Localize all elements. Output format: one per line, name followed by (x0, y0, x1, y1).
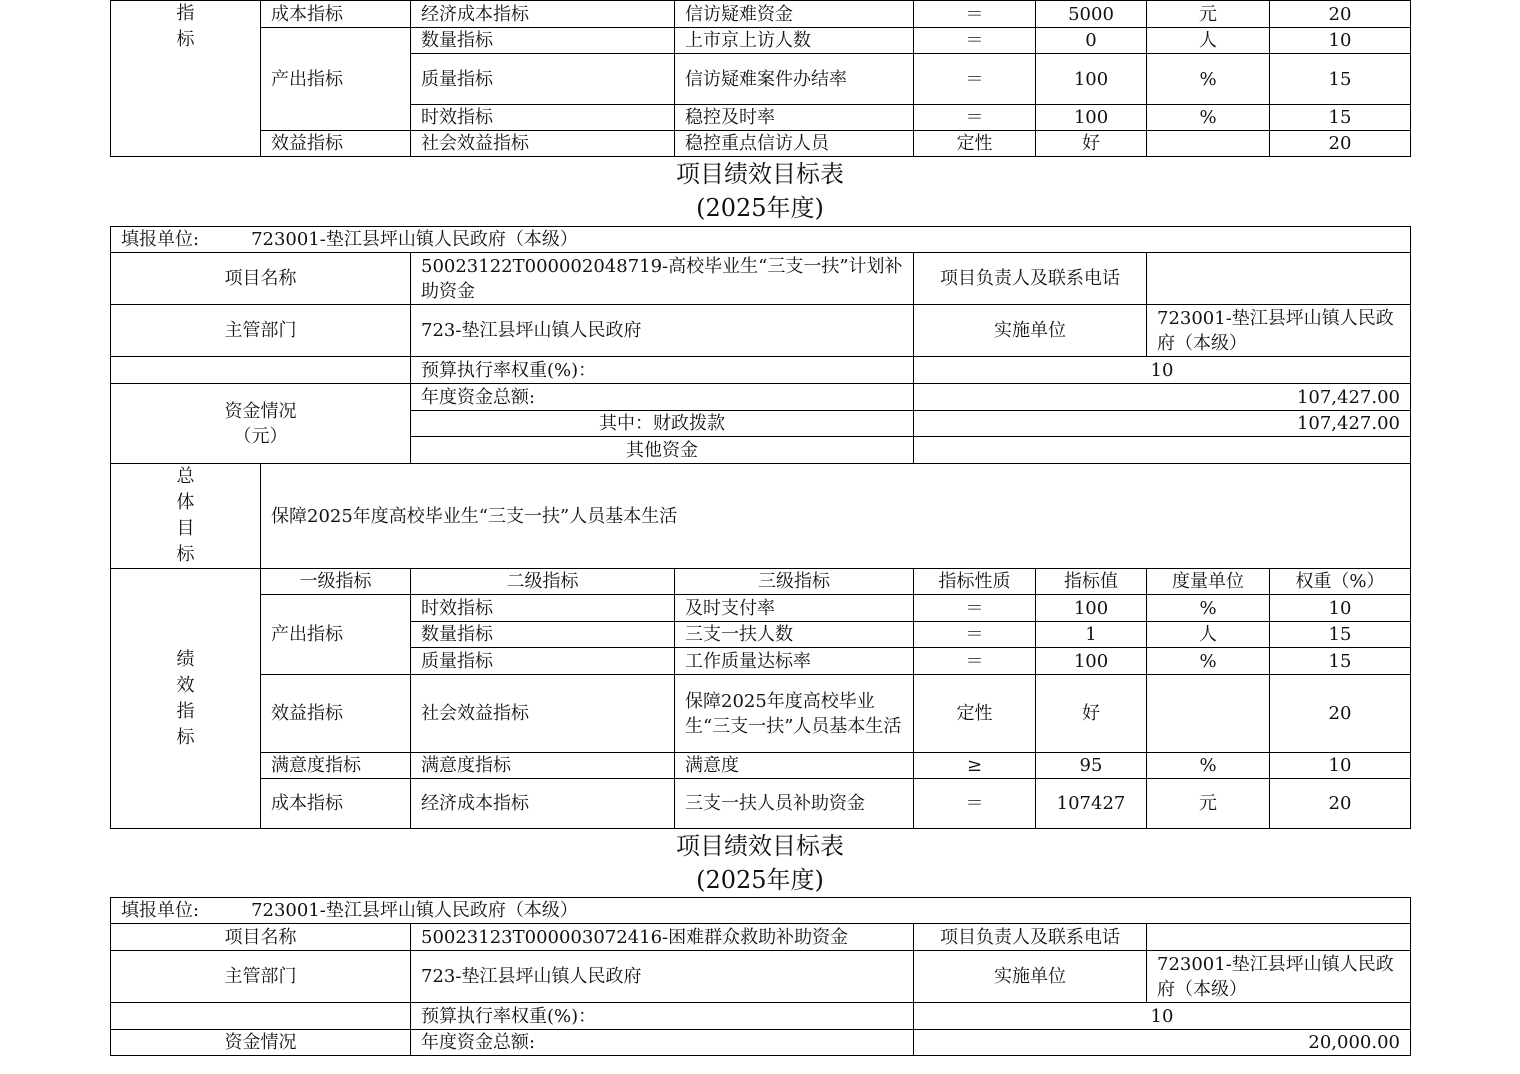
level1-indicator: 满意度指标 (261, 753, 411, 779)
project-name-value: 50023123T000003072416-困难群众救助补助资金 (411, 924, 914, 951)
indicator-weight: 10 (1270, 753, 1411, 779)
form-year: (2025年度) (696, 194, 824, 222)
form2-table (110, 897, 1411, 1056)
level2-indicator: 质量指标 (411, 648, 675, 675)
indicator-unit (1147, 675, 1270, 753)
overall-goal-side: 总 体 目 标 (111, 464, 261, 569)
form-year: (2025年度) (696, 866, 824, 894)
overall-goal-text: 保障2025年度高校毕业生“三支一扶”人员基本生活 (261, 464, 1411, 569)
header-value: 指标值 (1036, 569, 1147, 595)
annual-total-label: 年度资金总额: (411, 1030, 914, 1056)
contact-value (1147, 924, 1411, 951)
header-level3: 三级指标 (675, 569, 914, 595)
indicator-weight: 10 (1270, 595, 1411, 622)
header-level2: 二级指标 (411, 569, 675, 595)
indicator-weight: 20 (1270, 675, 1411, 753)
contact-label: 项目负责人及联系电话 (914, 924, 1147, 951)
header-weight: 权重（%） (1270, 569, 1411, 595)
report-unit-label: 填报单位: (121, 900, 200, 921)
dept-label: 主管部门 (111, 305, 411, 357)
indicator-weight: 15 (1270, 648, 1411, 675)
impl-value: 723001-垫江县坪山镇人民政府（本级） (1147, 951, 1411, 1003)
level3-indicator: 信访疑难案件办结率 (675, 54, 914, 105)
indicator-nature: ＝ (914, 779, 1036, 829)
report-unit-row (111, 898, 1411, 924)
level2-indicator: 社会效益指标 (411, 131, 675, 157)
indicator-nature: 定性 (914, 675, 1036, 753)
indicator-unit: 元 (1147, 1, 1270, 28)
level2-indicator: 经济成本指标 (411, 779, 675, 829)
indicator-unit (1147, 131, 1270, 157)
contact-value (1147, 253, 1411, 305)
level3-indicator: 稳控重点信访人员 (675, 131, 914, 157)
annual-total-label: 年度资金总额: (411, 384, 914, 411)
level3-indicator: 三支一扶人数 (675, 622, 914, 648)
budget-weight-blank (111, 1003, 411, 1030)
level1-indicator: 效益指标 (261, 131, 411, 157)
indicator-value: 95 (1036, 753, 1147, 779)
prev-side-label: 指 标 (111, 1, 261, 157)
indicator-unit: 人 (1147, 28, 1270, 54)
level1-indicator: 成本指标 (261, 1, 411, 28)
budget-weight-label: 预算执行率权重(%)： (411, 1003, 914, 1030)
prev-indicator-table (110, 0, 1411, 157)
perf-indicator-side: 绩 效 指 标 (111, 569, 261, 829)
level3-indicator: 及时支付率 (675, 595, 914, 622)
indicator-nature: ≥ (914, 753, 1036, 779)
level3-indicator: 工作质量达标率 (675, 648, 914, 675)
level1-indicator: 产出指标 (261, 28, 411, 131)
level3-indicator: 保障2025年度高校毕业生“三支一扶”人员基本生活 (675, 675, 914, 753)
form1-table (110, 226, 1411, 829)
indicator-value: 1 (1036, 622, 1147, 648)
budget-weight-value: 10 (914, 1003, 1411, 1030)
indicator-unit: % (1147, 648, 1270, 675)
indicator-weight: 20 (1270, 779, 1411, 829)
level3-indicator: 满意度 (675, 753, 914, 779)
impl-label: 实施单位 (914, 951, 1147, 1003)
header-nature: 指标性质 (914, 569, 1036, 595)
dept-value: 723-垫江县坪山镇人民政府 (411, 305, 914, 357)
level3-indicator: 三支一扶人员补助资金 (675, 779, 914, 829)
level1-indicator: 产出指标 (261, 595, 411, 675)
budget-weight-blank (111, 357, 411, 384)
indicator-weight: 10 (1270, 28, 1411, 54)
level2-indicator: 时效指标 (411, 595, 675, 622)
level1-indicator: 效益指标 (261, 675, 411, 753)
indicator-value: 100 (1036, 648, 1147, 675)
indicator-unit: 元 (1147, 779, 1270, 829)
impl-value: 723001-垫江县坪山镇人民政府（本级） (1147, 305, 1411, 357)
budget-weight-label: 预算执行率权重(%)： (411, 357, 914, 384)
indicator-value: 0 (1036, 28, 1147, 54)
level2-indicator: 质量指标 (411, 54, 675, 105)
indicator-unit: % (1147, 105, 1270, 131)
level1-indicator: 成本指标 (261, 779, 411, 829)
fiscal-value: 107,427.00 (914, 411, 1411, 437)
level2-indicator: 满意度指标 (411, 753, 675, 779)
contact-label: 项目负责人及联系电话 (914, 253, 1147, 305)
indicator-value: 好 (1036, 675, 1147, 753)
indicator-value: 100 (1036, 595, 1147, 622)
indicator-unit: % (1147, 595, 1270, 622)
other-funds-label: 其他资金 (411, 437, 914, 464)
indicator-nature: ＝ (914, 54, 1036, 105)
indicator-unit: % (1147, 753, 1270, 779)
indicator-nature: ＝ (914, 105, 1036, 131)
indicator-nature: 定性 (914, 131, 1036, 157)
level2-indicator: 数量指标 (411, 28, 675, 54)
annual-total-value: 20,000.00 (914, 1030, 1411, 1056)
indicator-nature: ＝ (914, 28, 1036, 54)
indicator-nature: ＝ (914, 595, 1036, 622)
project-name-value: 50023122T000002048719-高校毕业生“三支一扶”计划补助资金 (411, 253, 914, 305)
indicator-unit: % (1147, 54, 1270, 105)
level2-indicator: 数量指标 (411, 622, 675, 648)
form-title: 项目绩效目标表 (676, 160, 844, 188)
funds-label: 资金情况 （元） (111, 384, 411, 464)
level2-indicator: 社会效益指标 (411, 675, 675, 753)
level3-indicator: 信访疑难资金 (675, 1, 914, 28)
header-level1: 一级指标 (261, 569, 411, 595)
dept-label: 主管部门 (111, 951, 411, 1003)
level3-indicator: 上市京上访人数 (675, 28, 914, 54)
indicator-nature: ＝ (914, 648, 1036, 675)
annual-total-value: 107,427.00 (914, 384, 1411, 411)
report-unit-label: 填报单位: (121, 229, 200, 250)
indicator-nature: ＝ (914, 622, 1036, 648)
indicator-weight: 20 (1270, 1, 1411, 28)
indicator-value: 5000 (1036, 1, 1147, 28)
indicator-value: 100 (1036, 105, 1147, 131)
level2-indicator: 经济成本指标 (411, 1, 675, 28)
report-unit-row (111, 227, 1411, 253)
project-name-label: 项目名称 (111, 253, 411, 305)
report-unit-value: 723001-垫江县坪山镇人民政府（本级） (251, 900, 578, 921)
indicator-unit: 人 (1147, 622, 1270, 648)
report-unit-value: 723001-垫江县坪山镇人民政府（本级） (251, 229, 578, 250)
funds-label: 资金情况 (111, 1030, 411, 1056)
indicator-weight: 15 (1270, 622, 1411, 648)
indicator-value: 100 (1036, 54, 1147, 105)
form-title: 项目绩效目标表 (676, 832, 844, 860)
indicator-value: 好 (1036, 131, 1147, 157)
level2-indicator: 时效指标 (411, 105, 675, 131)
indicator-nature: ＝ (914, 1, 1036, 28)
level3-indicator: 稳控及时率 (675, 105, 914, 131)
budget-weight-value: 10 (914, 357, 1411, 384)
indicator-weight: 15 (1270, 105, 1411, 131)
indicator-weight: 20 (1270, 131, 1411, 157)
header-unit: 度量单位 (1147, 569, 1270, 595)
dept-value: 723-垫江县坪山镇人民政府 (411, 951, 914, 1003)
indicator-weight: 15 (1270, 54, 1411, 105)
fiscal-label: 其中：财政拨款 (411, 411, 914, 437)
project-name-label: 项目名称 (111, 924, 411, 951)
impl-label: 实施单位 (914, 305, 1147, 357)
other-funds-value (914, 437, 1411, 464)
indicator-value: 107427 (1036, 779, 1147, 829)
